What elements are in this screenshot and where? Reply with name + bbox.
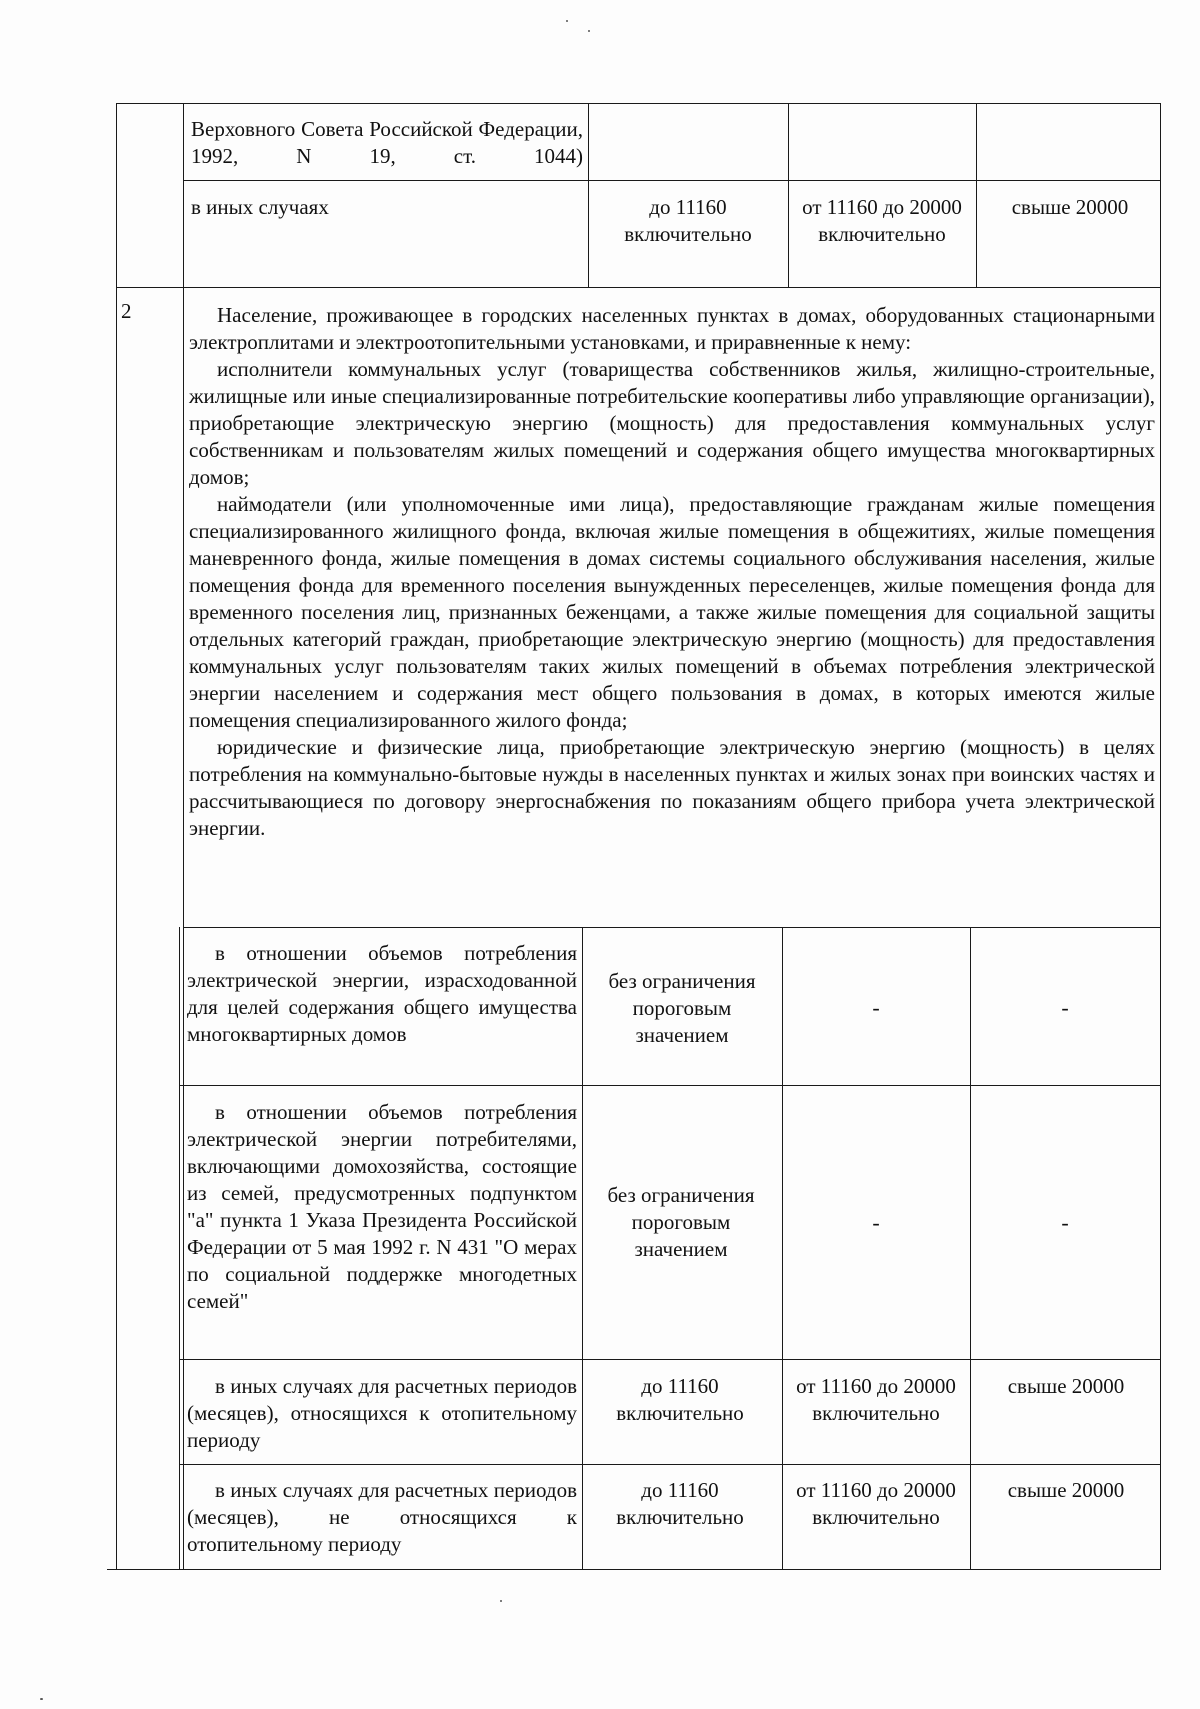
table-cell-col-a: до 11160 включительно: [624, 195, 752, 246]
table-cell-col-c: -: [1061, 1210, 1069, 1235]
section-2-paragraph: юридические и физические лица, приобретающие электрическую энергию (мощность) в целях потребления на коммунально-бытовые нужды в населенных пунктах и жилых зонах при воинских частях и рассчитывающиеся по договору энергоснабжения по показаниям общего прибора учета электрической энергии.: [189, 735, 1155, 840]
table-cell-col-a: до 11160 включительно: [616, 1478, 744, 1529]
table-number-column-line: [183, 103, 184, 1569]
table-col-line-c: [970, 927, 971, 1569]
table-col-line-b: [782, 927, 783, 1569]
scan-speck: [588, 30, 590, 32]
table-cell-description: в отношении объемов потребления электрической энергии, израсходованной для целей содержания общего имущества многоквартирных домов: [187, 941, 577, 1046]
table-cell-description: Верховного Совета Российской Федерации, 1992, N 19, ст. 1044): [191, 117, 583, 168]
table-bottom-border: [107, 1569, 1161, 1570]
table-row-line: [183, 180, 1161, 181]
table-cell-col-b: от 11160 до 20000 включительно: [802, 195, 962, 246]
scan-speck: [500, 1600, 502, 1602]
table-cell-col-c: свыше 20000: [1011, 195, 1129, 219]
table-row-line: [179, 1085, 1161, 1086]
table-cell-col-b: от 11160 до 20000 включительно: [796, 1374, 956, 1425]
table-cell-description: в иных случаях: [191, 195, 329, 219]
table-cell-col-a: без ограничения пороговым значением: [607, 1183, 755, 1261]
table-col-line-c: [976, 103, 977, 287]
table-cell-description: в отношении объемов потребления электрической энергии потребителями, включающими домохозяйства, состоящие из семей, предусмотренных подпунктом "а" пункта 1 Указа Президента Российской Федерации от 5 мая 1992 г. N 431 "О мерах по социальной поддержке многодетных семей": [187, 1100, 577, 1313]
section-number: 2: [121, 299, 132, 323]
table-row-line: [183, 927, 1161, 928]
table-cell-description: в иных случаях для расчетных периодов (месяцев), относящихся к отопительному периоду: [187, 1374, 577, 1452]
table-inner-left-line: [179, 927, 180, 1569]
table-cell-col-c: свыше 20000: [1007, 1374, 1125, 1398]
table-row-line: [179, 1464, 1161, 1465]
table-col-line-a: [588, 103, 589, 287]
section-2-text-block: [189, 302, 1155, 842]
scan-speck: [40, 1698, 43, 1700]
table-cell-col-b: -: [872, 1210, 880, 1235]
table-border-right: [1160, 103, 1161, 1569]
table-row-line: [179, 1359, 1161, 1360]
table-cell-description: в иных случаях для расчетных периодов (месяцев), не относящихся к отопительному периоду: [187, 1478, 577, 1556]
table-cell-col-c: свыше 20000: [1007, 1478, 1125, 1502]
table-cell-col-b: -: [872, 995, 880, 1020]
table-border-left: [116, 103, 117, 1569]
section-2-paragraph: исполнители коммунальных услуг (товарищества собственников жилья, жилищно-строительные, жилищные или иные специализированные потребительские кооперативы либо управляющие организации), приобретающие электрическую энергию (мощность) для предоставления коммунальных услуг собственникам и пользователям жилых помещений и содержания общего имущества многоквартирных домов;: [189, 357, 1155, 489]
scan-speck: [566, 20, 568, 22]
table-cell-col-c: -: [1061, 995, 1069, 1020]
table-cell-col-a: без ограничения пороговым значением: [608, 969, 756, 1047]
table-cell-col-a: до 11160 включительно: [616, 1374, 744, 1425]
table-section-line: [116, 287, 1161, 288]
table-col-line-b: [788, 103, 789, 287]
table-col-line-a: [582, 927, 583, 1569]
section-2-paragraph: наймодатели (или уполномоченные ими лица), предоставляющие гражданам жилые помещения специализированного жилищного фонда, включая жилые помещения в общежитиях, жилые помещения маневренного фонда, жилые помещения в домах системы социального обслуживания населения, жилые помещения фонда для временного поселения вынужденных переселенцев, жилые помещения фонда для временного поселения лиц, признанных беженцами, а также жилые помещения для социальной защиты отдельных категорий граждан, приобретающие электрическую энергию (мощность) для предоставления коммунальных услуг пользователям таких жилых помещений в объемах потребления электрической энергии населением и содержания мест общего пользования в домах, в которых имеются жилые помещения специализированного жилого фонда;: [189, 492, 1155, 732]
section-2-paragraph: Население, проживающее в городских населенных пунктах в домах, оборудованных стационарными электроплитами и электроотопительными установками, и приравненные к нему:: [189, 303, 1155, 354]
table-cell-col-b: от 11160 до 20000 включительно: [796, 1478, 956, 1529]
table-top-border: [116, 103, 1161, 104]
